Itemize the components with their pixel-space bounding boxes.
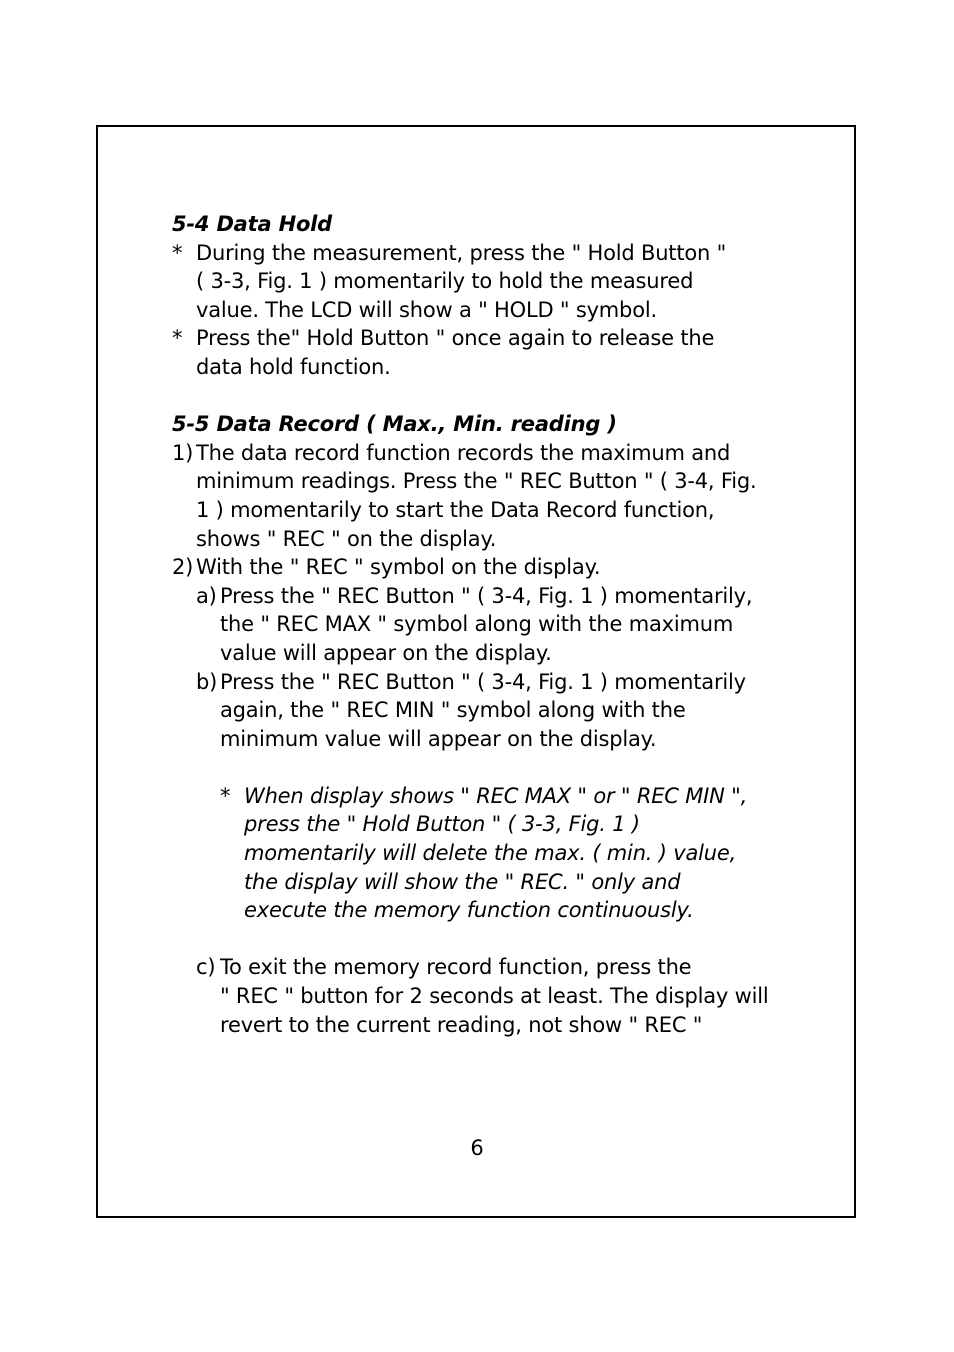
subitem-marker: c) xyxy=(196,955,216,980)
spacer xyxy=(172,925,812,954)
note-text: When display shows " REC MAX " or " REC MIN ", press the " Hold Button " ( 3-3, Fig. 1 ) momentarily will delete the max. ( min. ) value, the display will show the " REC. " only and execute the memory function continuously. xyxy=(244,783,748,923)
page-content xyxy=(172,210,812,1039)
spacer xyxy=(172,753,812,782)
subitem-text: To exit the memory record function, press the " REC " button for 2 seconds at least. The display will revert to the current reading, not show " REC " xyxy=(220,955,769,1037)
section-5-4-heading: 5-4 Data Hold xyxy=(172,212,333,236)
item-marker: 2) xyxy=(172,555,194,580)
list-item xyxy=(172,239,812,325)
item-text: The data record function records the maximum and minimum readings. Press the " REC Button " ( 3-4, Fig. 1 ) momentarily to start the Data Record function, shows " REC " on the display. xyxy=(196,440,757,551)
subitem-text: Press the " REC Button " ( 3-4, Fig. 1 ) momentarily again, the " REC MIN " symbol along with the minimum value will appear on the display. xyxy=(220,669,746,751)
bullet-text: Press the" Hold Button " once again to release the data hold function. xyxy=(196,326,715,379)
subitem-marker: a) xyxy=(196,583,217,608)
note-item xyxy=(172,782,812,925)
section-5-5-heading: 5-5 Data Record ( Max., Min. reading ) xyxy=(172,412,617,437)
subitem-text: Press the " REC Button " ( 3-4, Fig. 1 ) momentarily, the " REC MAX " symbol along with the maximum value will appear on the display. xyxy=(220,583,753,665)
page-number: 6 xyxy=(470,1136,484,1160)
note-marker: * xyxy=(220,783,231,808)
list-item xyxy=(172,953,812,1039)
bullet-marker: * xyxy=(172,326,183,351)
list-item xyxy=(172,582,812,668)
list-item xyxy=(172,324,812,381)
bullet-text: During the measurement, press the " Hold Button " ( 3-3, Fig. 1 ) momentarily to hold the measured value. The LCD will show a " HOLD " symbol. xyxy=(196,240,727,322)
spacer xyxy=(172,382,812,411)
item-marker: 1) xyxy=(172,440,194,465)
bullet-marker: * xyxy=(172,240,183,265)
list-item xyxy=(172,668,812,754)
list-item xyxy=(172,439,812,553)
list-item xyxy=(172,553,812,582)
subitem-marker: b) xyxy=(196,669,218,694)
item-text: With the " REC " symbol on the display. xyxy=(196,555,601,580)
